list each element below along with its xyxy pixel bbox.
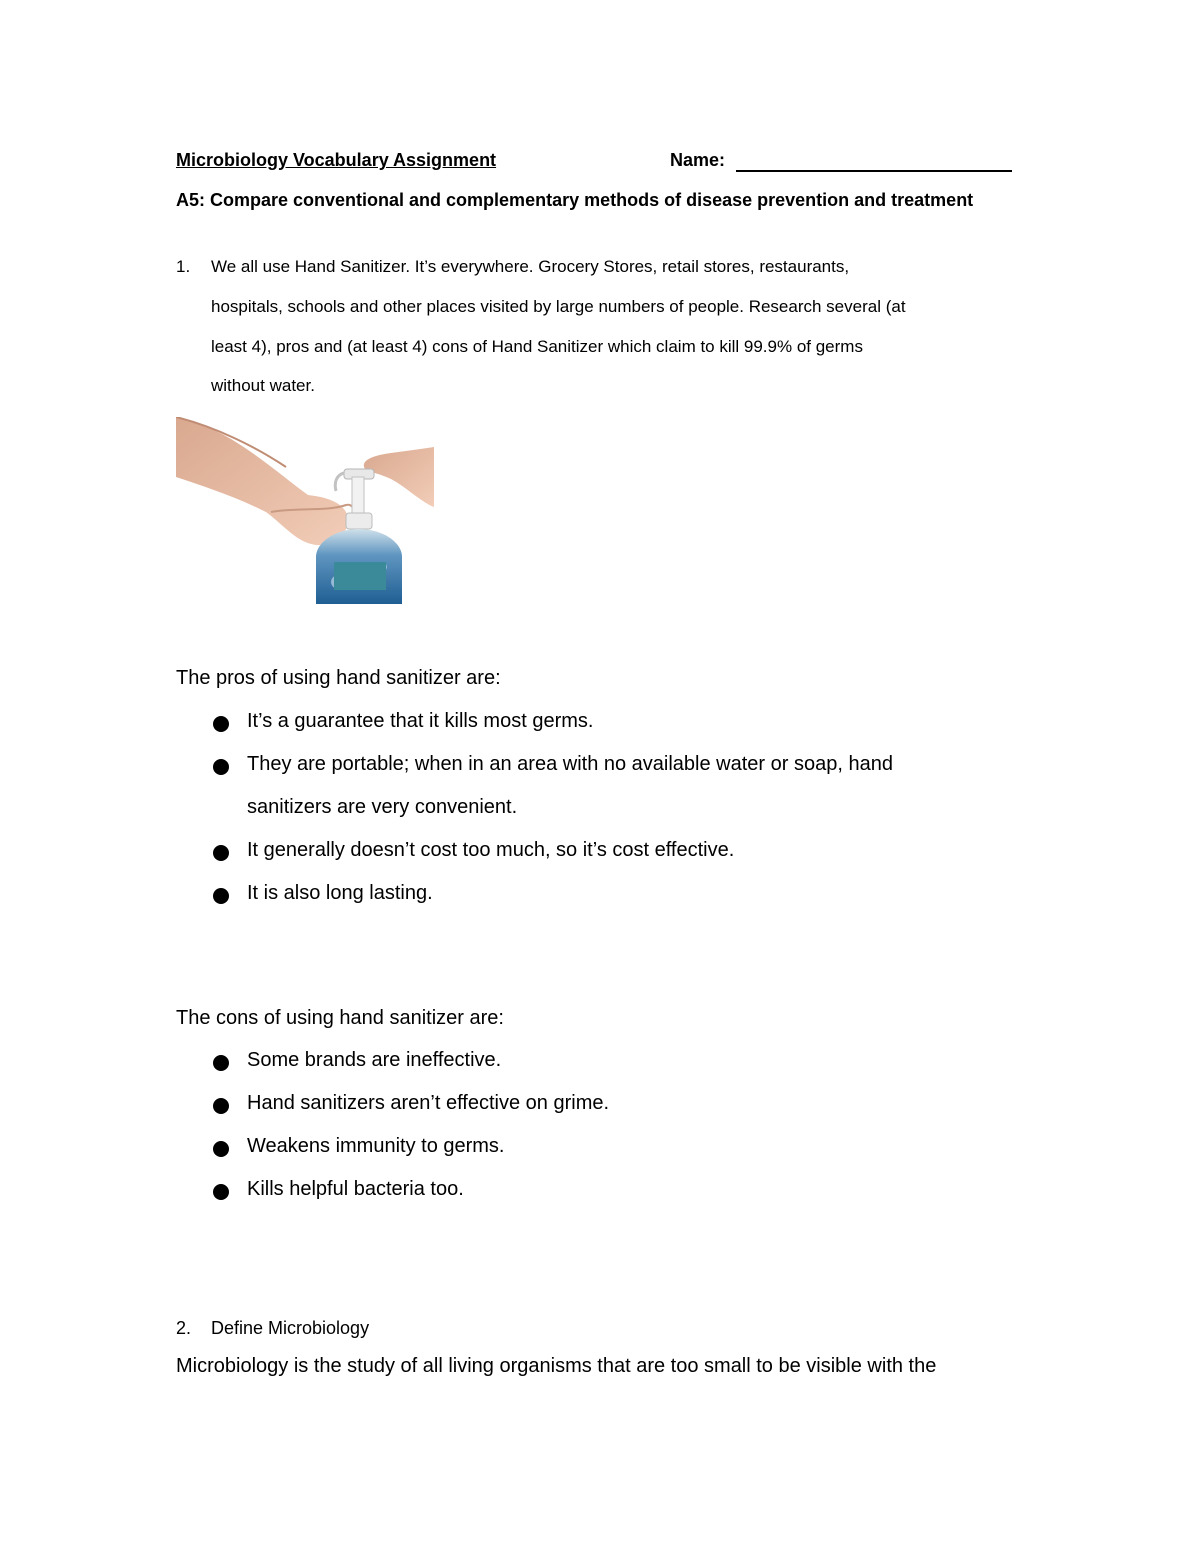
bullet-icon [213, 1184, 229, 1200]
name-label: Name: [670, 150, 726, 170]
bullet-icon [213, 888, 229, 904]
assignment-title: Microbiology Vocabulary Assignment [176, 150, 497, 170]
hand-sanitizer-photo [176, 417, 434, 604]
question-1-line-2: hospitals, schools and other places visited by large numbers of people. Research several (at [211, 297, 906, 316]
question-2-text: Define Microbiology [211, 1318, 370, 1338]
question-2-answer: Microbiology is the study of all living organisms that are too small to be visible with the [176, 1355, 937, 1377]
pros-item-4: It is also long lasting. [247, 882, 433, 904]
question-1-line-4: without water. [211, 376, 315, 395]
bullet-icon [213, 1055, 229, 1071]
bullet-icon [213, 716, 229, 732]
cons-heading: The cons of using hand sanitizer are: [176, 1007, 504, 1029]
name-blank-line [736, 170, 1012, 172]
question-1-line-3: least 4), pros and (at least 4) cons of Hand Sanitizer which claim to kill 99.9% of germs [211, 337, 863, 356]
question-1-line-1: We all use Hand Sanitizer. It’s everywhere. Grocery Stores, retail stores, restaurants, [211, 257, 850, 276]
cons-item-1: Some brands are ineffective. [247, 1049, 502, 1071]
pros-item-2: They are portable; when in an area with no available water or soap, hand [247, 753, 893, 775]
question-1-number: 1. [176, 257, 191, 276]
bullet-icon [213, 1141, 229, 1157]
objective-line: A5: Compare conventional and complementary methods of disease prevention and treatment [176, 190, 974, 210]
cons-item-4: Kills helpful bacteria too. [247, 1178, 464, 1200]
pros-heading: The pros of using hand sanitizer are: [176, 667, 501, 689]
pros-item-3: It generally doesn’t cost too much, so it’s cost effective. [247, 839, 735, 861]
cons-item-2: Hand sanitizers aren’t effective on grime. [247, 1092, 610, 1114]
bullet-icon [213, 759, 229, 775]
bullet-icon [213, 1098, 229, 1114]
pros-item-1: It’s a guarantee that it kills most germs. [247, 710, 594, 732]
question-2-number: 2. [176, 1318, 192, 1338]
bullet-icon [213, 845, 229, 861]
cons-item-3: Weakens immunity to germs. [247, 1135, 505, 1157]
pros-item-2-continued: sanitizers are very convenient. [247, 796, 518, 818]
